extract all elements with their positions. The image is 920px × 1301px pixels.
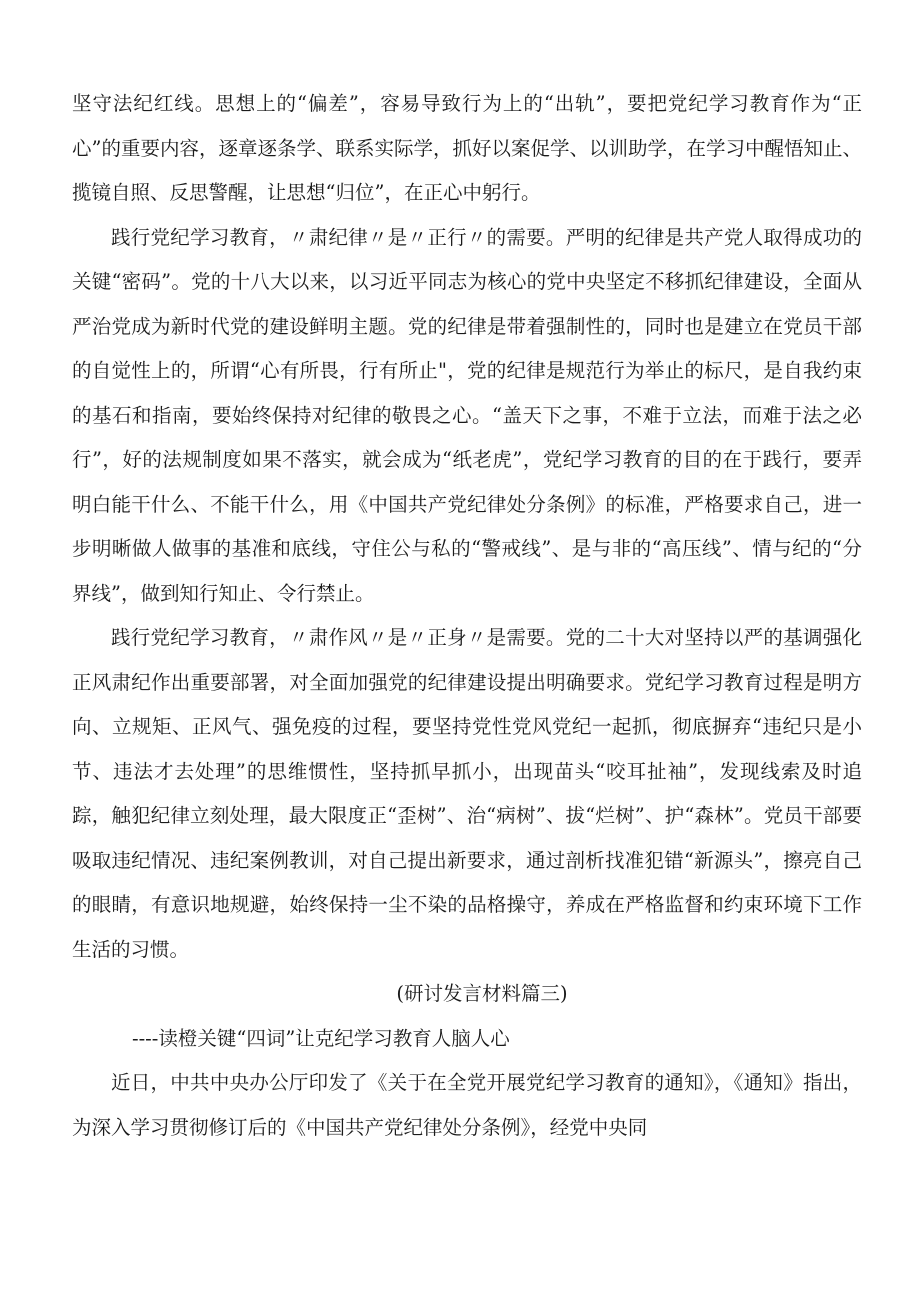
paragraph-work-style: 践行党纪学习教育，〃肃作风〃是〃正身〃是需要。党的二十大对坚持以严的基调强化正风肃纪作出重要部署，对全面加强党的纪律建设提出明确要求。党纪学习教育过程是明方向、立规矩、正风气、强免疫的过程，要坚持党性党风党纪一起抓，彻底摒弃“违纪只是小节、违法才去处理”的思维惯性，坚持抓早抓小，出现苗头“咬耳扯袖”，发现线索及时追踪，触犯纪律立刻处理，最大限度正“歪树”、治“病树”、拔“烂树”、护“森林”。党员干部要吸取违纪情况、违纪案例教训，对自己提出新要求，通过剖析找准犯错“新源头”，擦亮自己的眼睛，有意识地规避，始终保持一尘不染的品格操守，养成在严格监督和约束环境下工作生活的习惯。	[72, 626, 862, 961]
section-subtitle: ----读橙关键“四词”让克纪学习教育人脑人心	[132, 1026, 510, 1050]
paragraph-discipline: 践行党纪学习教育，〃肃纪律〃是〃正行〃的需要。严明的纪律是共产党人取得成功的关键“密码”。党的十八大以来，以习近平同志为核心的党中央坚定不移抓纪律建设，全面从严治党成为新时代党的建设鲜明主题。党的纪律是带着强制性的，同时也是建立在党员干部的自觉性上的，所谓“心有所畏，行有所止"，党的纪律是规范行为举止的标尺，是自我约束的基石和指南，要始终保持对纪律的敬畏之心。“盖天下之事，不难于立法，而难于法之必行”，好的法规制度如果不落实，就会成为“纸老虎”，党纪学习教育的目的在于践行，要弄明白能干什么、不能干什么，用《中国共产党纪律处分条例》的标准，严格要求自己，进一步明晰做人做事的基准和底线，守住公与私的“警戒线”、是与非的“高压线”、情与纪的“分界线”，做到知行知止、令行禁止。	[72, 225, 862, 605]
document-body	[72, 82, 862, 1150]
paragraph-closing: 近日，中共中央办公厅印发了《关于在全党开展党纪学习教育的通知》，《通知》指出，为深入学习贯彻修订后的《中国共产党纪律处分条例》，经党中央同	[72, 1071, 862, 1139]
section-heading: (研讨发言材料篇三)	[396, 982, 568, 1005]
paragraph-continuation: 坚守法纪红线。思想上的“偏差”，容易导致行为上的“出轨”，要把党纪学习教育作为“正心”的重要内容，逐章逐条学、联系实际学，抓好以案促学、以训助学，在学习中醒悟知止、揽镜自照、反思警醒，让思想“归位”，在正心中躬行。	[72, 92, 862, 204]
